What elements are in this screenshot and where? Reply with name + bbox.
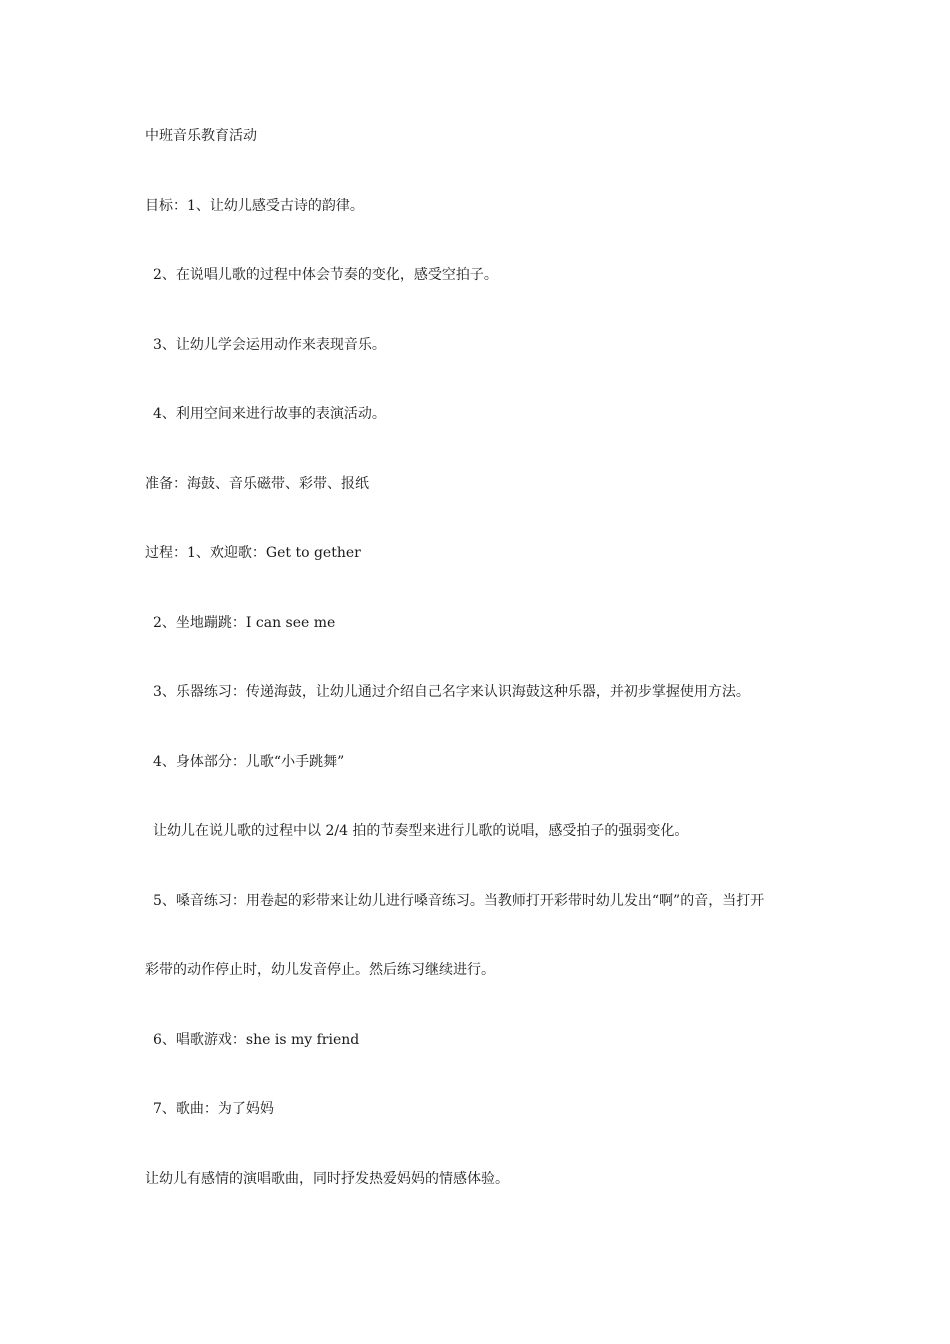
process-item-5-continued: 彩带的动作停止时，幼儿发音停止。然后练习继续进行。 <box>145 962 495 978</box>
process-item-7-detail: 让幼儿有感情的演唱歌曲，同时抒发热爱妈妈的情感体验。 <box>145 1171 509 1187</box>
goal-item-3: 3、让幼儿学会运用动作来表现音乐。 <box>153 337 386 353</box>
goal-intro: 目标：1、让幼儿感受古诗的韵律。 <box>145 198 364 214</box>
process-item-4: 4、身体部分：儿歌“小手跳舞” <box>153 754 345 770</box>
goal-item-2: 2、在说唱儿歌的过程中体会节奏的变化，感受空拍子。 <box>153 267 498 283</box>
goal-item-4: 4、利用空间来进行故事的表演活动。 <box>153 406 386 422</box>
document-title: 中班音乐教育活动 <box>145 128 257 144</box>
process-item-2: 2、坐地蹦跳：I can see me <box>153 615 336 631</box>
process-item-3: 3、乐器练习：传递海鼓，让幼儿通过介绍自己名字来认识海鼓这种乐器，并初步掌握使用方法。 <box>153 684 750 700</box>
process-item-7: 7、歌曲：为了妈妈 <box>153 1101 274 1117</box>
process-intro: 过程：1、欢迎歌：Get to gether <box>145 545 361 561</box>
preparation-line: 准备：海鼓、音乐磁带、彩带、报纸 <box>145 476 369 492</box>
process-item-5: 5、嗓音练习：用卷起的彩带来让幼儿进行嗓音练习。当教师打开彩带时幼儿发出“啊”的音，当打开 <box>153 893 765 909</box>
process-item-6: 6、唱歌游戏：she is my friend <box>153 1032 360 1048</box>
process-item-4-detail: 让幼儿在说儿歌的过程中以 2/4 拍的节奏型来进行儿歌的说唱，感受拍子的强弱变化。 <box>153 823 689 839</box>
